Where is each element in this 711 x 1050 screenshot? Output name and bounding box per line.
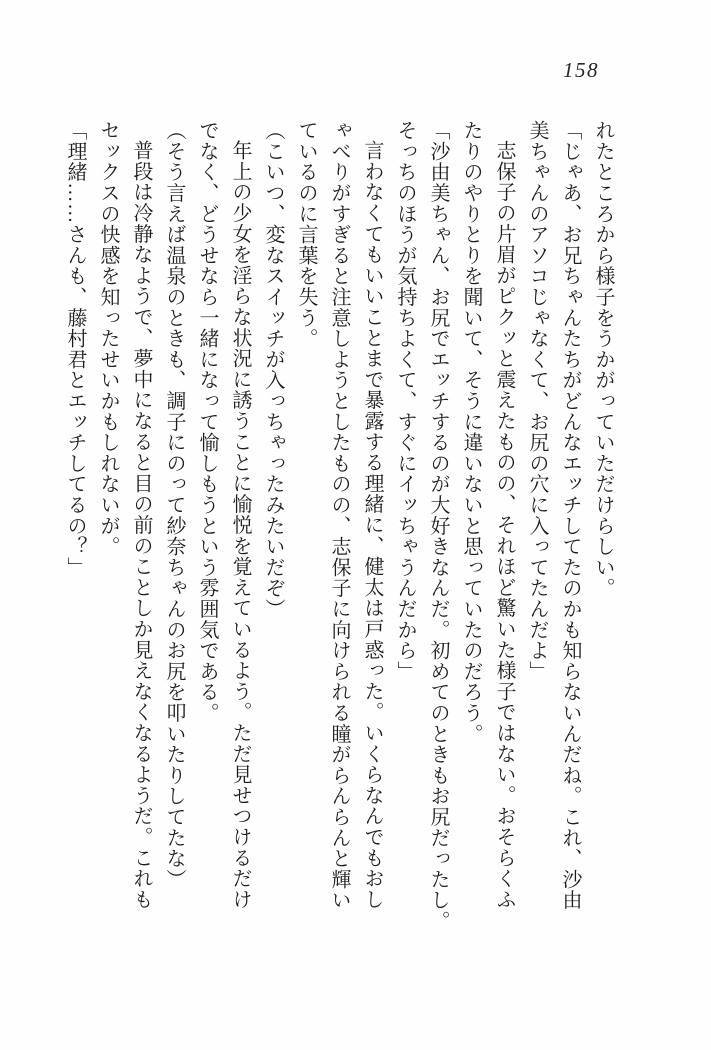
text-column: 年上の少女を淫らな状況に誘うことに愉悦を覚えているよう。ただ見せつけるだけ [229, 140, 251, 910]
text-column: 美ちゃんのアソコじゃなくて、お尻の穴に入ってたんだよ」 [526, 120, 548, 682]
text-column: ゃべりがすぎると注意しようとしたものの、志保子に向けられる瞳がらんらんと輝い [328, 120, 350, 911]
text-column: れたところから様子をうかがっていただけらしい。 [592, 120, 614, 599]
text-column: （そう言えば温泉のときも、調子にのって紗奈ちゃんのお尻を叩いたりしてたな） [163, 120, 185, 890]
text-column: ているのに言葉を失う。 [295, 120, 317, 349]
text-column: たりのやりとりを聞いて、そうに違いないと思っていたのだろう。 [460, 120, 482, 744]
text-column: そっちのほうが気持ちよくて、すぐにイッちゃうんだから」 [394, 120, 416, 682]
vertical-text-block [58, 120, 619, 960]
text-column: 「じゃあ、お兄ちゃんたちがどんなエッチしてたのかも知らないんだね。これ、沙由 [559, 120, 581, 911]
text-column: 「沙由美ちゃん、お尻でエッチするのが大好きなんだ。初めてのときもお尻だったし。 [427, 120, 449, 932]
text-column: でなく、どうせなら一緒になって愉しもうという雰囲気である。 [196, 120, 218, 724]
text-column: 「理緒……さんも、藤村君とエッチしてるの？」 [64, 120, 86, 578]
text-column: 普段は冷静なようで、夢中になると目の前のことしか見えなくなるようだ。これも [130, 140, 152, 910]
text-column: 言わなくてもいいことまで暴露する理緒に、健太は戸惑った。いくらなんでもおし [361, 140, 383, 910]
text-column: 志保子の片眉がピクッと震えたものの、それほど驚いた様子ではない。おそらくふ [493, 140, 515, 910]
page-number: 158 [563, 58, 599, 82]
text-column: （こいつ、変なスイッチが入っちゃったみたいだぞ） [262, 120, 284, 620]
text-column: セックスの快感を知ったせいかもしれないが。 [97, 120, 119, 557]
